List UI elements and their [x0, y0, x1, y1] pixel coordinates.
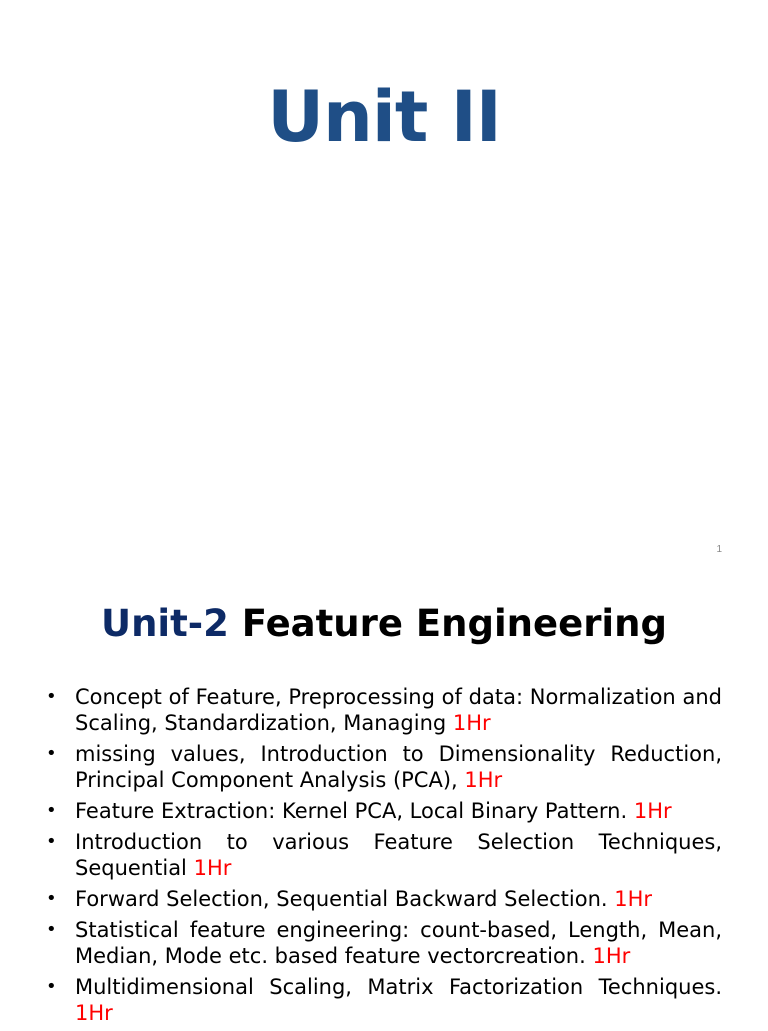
- slide-2-title: [0, 604, 768, 645]
- topic-item: [46, 684, 722, 736]
- topic-list: [46, 684, 722, 1031]
- topic-item: [46, 741, 722, 793]
- bullet-icon: •: [46, 831, 57, 852]
- topic-hours: 1Hr: [452, 711, 491, 735]
- topic-item: [46, 886, 722, 912]
- topic-text: missing values, Introduction to Dimensionality Reduction, Principal Component Analysis (PCA),: [75, 742, 722, 792]
- topic-item: [46, 917, 722, 969]
- topic-text: Introduction to various Feature Selection Techniques, Sequential: [75, 830, 722, 880]
- bullet-icon: •: [46, 919, 57, 940]
- bullet-icon: •: [46, 800, 57, 821]
- topic-text: Feature Extraction: Kernel PCA, Local Binary Pattern.: [75, 799, 634, 823]
- slide-2: [0, 576, 768, 1024]
- topic-hours: 1Hr: [464, 768, 503, 792]
- slide-2-title-unit: Unit-2: [101, 602, 229, 645]
- page-number: 1: [716, 544, 722, 555]
- bullet-icon: •: [46, 743, 57, 764]
- topic-text: Statistical feature engineering: count-based, Length, Mean, Median, Mode etc. based feature vectorcreation.: [75, 918, 722, 968]
- topic-text: Multidimensional Scaling, Matrix Factorization Techniques.: [75, 975, 722, 999]
- topic-hours: 1Hr: [592, 944, 631, 968]
- topic-item: [46, 798, 722, 824]
- topic-text: Forward Selection, Sequential Backward Selection.: [75, 887, 615, 911]
- topic-hours: 1Hr: [614, 887, 653, 911]
- topic-item: [46, 974, 722, 1026]
- slide-2-title-main: Feature Engineering: [228, 602, 667, 645]
- bullet-icon: •: [46, 888, 57, 909]
- topic-hours: 1Hr: [75, 1001, 113, 1025]
- topic-text: Concept of Feature, Preprocessing of data: Normalization and Scaling, Standardization, Managing: [75, 685, 722, 735]
- slide-1-title: Unit II: [267, 76, 501, 158]
- bullet-icon: •: [46, 686, 57, 707]
- bullet-icon: •: [46, 976, 57, 997]
- topic-hours: 1Hr: [633, 799, 672, 823]
- topic-item: [46, 829, 722, 881]
- topic-hours: 1Hr: [193, 856, 232, 880]
